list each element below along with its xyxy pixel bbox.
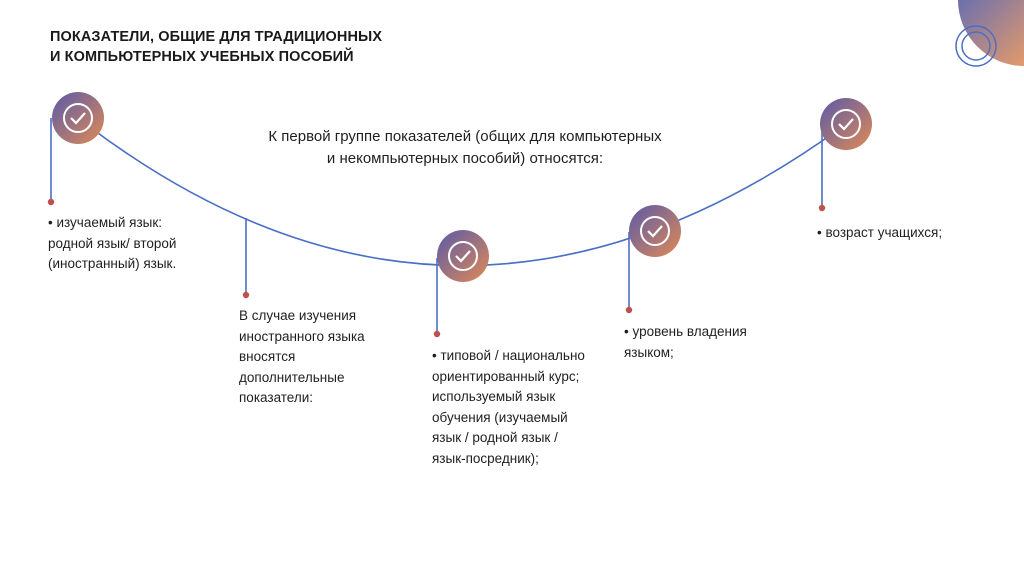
node-2-line: вносятся bbox=[239, 349, 296, 364]
node-5-line: • возраст учащихся; bbox=[817, 225, 943, 240]
check-node-1-icon bbox=[52, 92, 104, 144]
node-3-line: язык / родной язык / bbox=[432, 430, 558, 445]
check-node-3-icon bbox=[629, 205, 681, 257]
node-3-line: • типовой / национально bbox=[432, 348, 585, 363]
node-1-line: • изучаемый язык: bbox=[48, 215, 162, 230]
intro-line-1: К первой группе показателей (общих для компьютерных bbox=[268, 128, 662, 145]
node-text-4 bbox=[624, 322, 747, 363]
page-title bbox=[50, 27, 382, 67]
node-2-line: показатели: bbox=[239, 390, 314, 405]
node-1-line: родной язык/ второй bbox=[48, 235, 177, 251]
node-2-line: иностранного языка bbox=[239, 328, 365, 344]
node-4-line: • уровень владения bbox=[624, 324, 747, 339]
node-2-line: дополнительные bbox=[239, 369, 345, 385]
node-text-3 bbox=[432, 346, 585, 469]
node-1-line: (иностранный) язык. bbox=[48, 256, 177, 271]
check-node-2-icon bbox=[437, 230, 489, 282]
intro-line-2: и некомпьютерных пособий) относятся: bbox=[326, 150, 604, 167]
node-3-line: обучения (изучаемый bbox=[432, 409, 568, 425]
title-line-2: И КОМПЬЮТЕРНЫХ УЧЕБНЫХ ПОСОБИЙ bbox=[50, 49, 354, 65]
node-3-line: используемый язык bbox=[432, 389, 556, 404]
node-text-1 bbox=[48, 213, 176, 275]
title-line-1: ПОКАЗАТЕЛИ, ОБЩИЕ ДЛЯ ТРАДИЦИОННЫХ bbox=[50, 29, 383, 45]
node-2-line: В случае изучения bbox=[239, 308, 357, 323]
check-node-4-icon bbox=[820, 98, 872, 150]
intro-text bbox=[200, 126, 730, 170]
node-3-line: ориентированный курс; bbox=[432, 368, 580, 384]
node-4-line: языком; bbox=[624, 344, 674, 360]
node-3-line: язык-посредник); bbox=[432, 450, 539, 466]
node-text-5 bbox=[817, 223, 942, 244]
corner-decoration bbox=[956, 0, 1024, 66]
node-text-2 bbox=[239, 306, 365, 409]
